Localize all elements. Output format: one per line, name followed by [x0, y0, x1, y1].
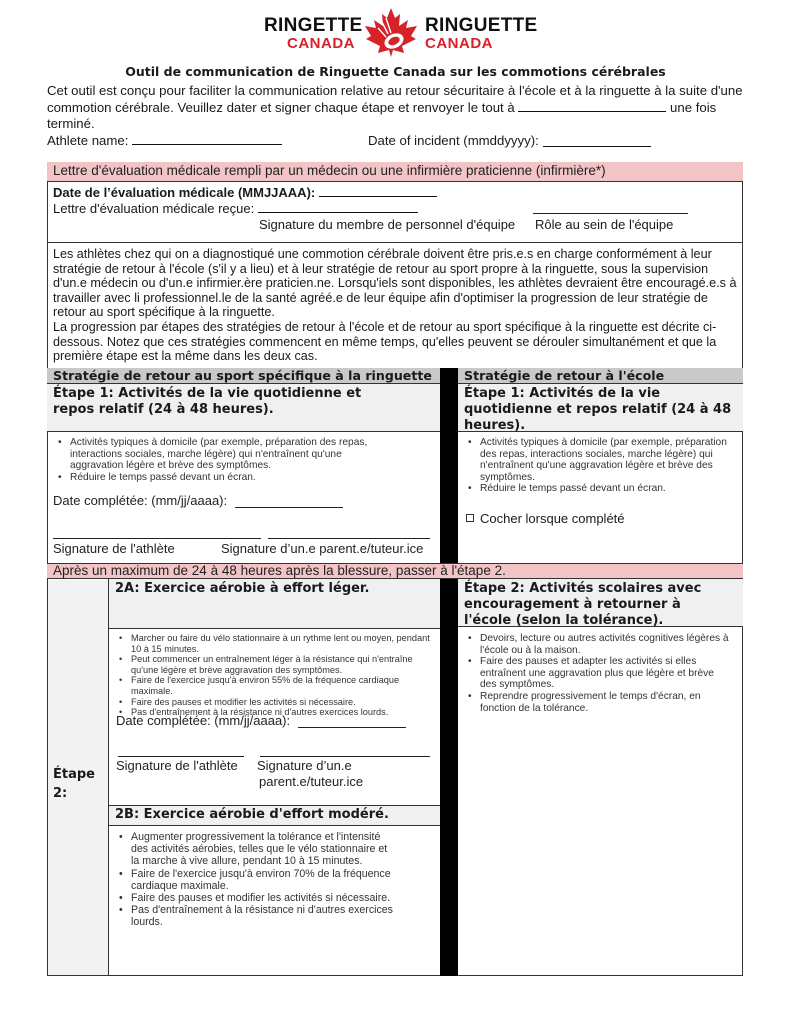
date-of-incident-field[interactable] — [543, 135, 651, 147]
list-item: • Réduire le temps passé devant un écran. — [466, 483, 736, 495]
staff-signature-field[interactable] — [258, 201, 418, 213]
logo-text-canada-left: CANADA — [287, 35, 355, 52]
ringette-canada-logo — [0, 6, 791, 56]
sport-stage1-bullets — [56, 437, 396, 483]
stage2a-date-label: Date complétée: (mm/jj/aaaa): — [116, 713, 291, 728]
list-item: • Peut commencer un entraînement léger à la résistance qui n'entraîne qu'une légère et brève aggravation des symptômes. — [117, 654, 435, 675]
stage2b-title-text: 2B: Exercice aérobie d'effort modéré. — [115, 807, 389, 822]
sport-stage1-title-text: Étape 1: Activités de la vie quotidienne et repos relatif (24 à 48 heures). — [53, 386, 362, 417]
medical-date-field[interactable] — [319, 185, 437, 197]
stage2a-parent-signature-label-1: Signature d’un.e — [257, 758, 352, 773]
list-item: • Faire des pauses et modifier les activités si nécessaire. — [117, 697, 435, 708]
stage2a-athlete-signature-label: Signature de l'athlète — [116, 758, 238, 773]
athlete-info-row — [47, 133, 747, 148]
sport-stage1-title — [47, 384, 440, 432]
intro-text-part1: Cet outil est conçu pour faciliter la communication relative au retour sécuritaire à l'école et à la ringuette à la suite d'une commotion cérébrale. Veuillez dater et signer chaque étape et renvoyer le tout à — [47, 83, 743, 115]
school-stage1-checkbox-label: Cocher lorsque complété — [480, 511, 625, 526]
list-item: • Marcher ou faire du vélo stationnaire à un rythme lent ou moyen, pendant 10 à 15 minutes. — [117, 633, 435, 654]
checkbox-icon[interactable] — [466, 514, 474, 522]
medical-date-label: Date de l’évaluation médicale (MMJJAAA): — [53, 185, 316, 200]
medical-evaluation-header: Lettre d'évaluation médicale rempli par un médecin ou une infirmière praticienne (infirmière*) — [47, 162, 743, 182]
letter-received-label: Lettre d'évaluation médicale reçue: — [53, 201, 255, 216]
stage2a-title-text: 2A: Exercice aérobie à effort léger. — [115, 581, 370, 596]
athlete-name-field[interactable] — [132, 133, 282, 145]
list-item: • Reprendre progressivement le temps d'écran, en fonction de la tolérance. — [466, 691, 731, 714]
list-item: • Augmenter progressivement la tolérance et l'intensité des activités aérobies, telles que le vélo stationnaire et la marche à vive allure, pendant 10 à 15 minutes. — [117, 831, 397, 868]
info-paragraph-2: La progression par étapes des stratégies de retour à l'école et de retour au sport spécifique à la ringuette est décrite ci-dessous. Notez que ces stratégies commencent en même temps, qu'elles peuvent se dérouler simultanément et que la première étape est la même dans les deux cas. — [53, 319, 717, 364]
column-separator — [440, 368, 458, 563]
school-stage2-title-text: Étape 2: Activités scolaires avec encouragement à retourner à l'école (selon la tolérance). — [464, 581, 702, 628]
sport-stage1-athlete-signature-label: Signature de l'athlète — [53, 541, 175, 556]
maple-leaf-ringette-ring-icon — [360, 6, 422, 58]
sport-stage1-athlete-signature-field[interactable] — [53, 538, 261, 539]
info-paragraph — [53, 247, 743, 364]
date-of-incident-label: Date of incident (mmddyyyy): — [368, 133, 539, 148]
stage2a-bullets — [117, 633, 435, 718]
logo-text-ringette: RINGETTE — [264, 15, 363, 36]
stage2b-bullets — [117, 831, 397, 929]
intro-text — [47, 83, 747, 133]
list-item: • Réduire le temps passé devant un écran. — [56, 472, 396, 484]
transition-band: Après un maximum de 24 à 48 heures après la blessure, passer à l'étape 2. — [47, 563, 743, 579]
logo-text-ringuette: RINGUETTE — [425, 15, 538, 36]
school-stage1-title — [458, 384, 743, 432]
athlete-name-label: Athlete name: — [47, 133, 129, 148]
stage2a-athlete-signature-field[interactable] — [118, 756, 244, 757]
intro-text-part2: une fois terminé. — [47, 99, 717, 131]
stage2a-parent-signature-field[interactable] — [260, 756, 430, 757]
stage2-side-label: Étape 2: — [53, 767, 95, 801]
list-item: • Faire de l'exercice jusqu'à environ 70% de la fréquence cardiaque maximale. — [117, 868, 397, 892]
staff-signature-label: Signature du membre de personnel d'équipe — [259, 217, 516, 232]
team-role-field[interactable] — [533, 213, 688, 214]
list-item: • Devoirs, lecture ou autres activités cognitives légères à l'école ou à la maison. — [466, 633, 731, 656]
stage2a-date-field[interactable] — [298, 727, 406, 728]
list-item: • Pas d'entraînement à la résistance ni d'autres exercices lourds. — [117, 904, 397, 928]
list-item: • Faire des pauses et adapter les activités si elles entraînent une aggravation plus que légère et brève des symptômes. — [466, 656, 731, 691]
list-item: • Activités typiques à domicile (par exemple, préparation des repas, interactions sociales, marche légère) qui n'entraînent qu'une aggravation légère et brève des symptômes. — [56, 437, 396, 472]
team-role-label: Rôle au sein de l'équipe — [535, 217, 674, 232]
return-to-field[interactable] — [518, 100, 666, 112]
list-item: • Pas d'entraînement à la résistance ni d'autres exercices lourds. — [117, 707, 435, 718]
stage2a-parent-signature-label-2: parent.e/tuteur.ice — [259, 774, 364, 789]
school-stage2-bullets — [466, 633, 731, 714]
sport-stage1-date-label: Date complétée: (mm/jj/aaaa): — [53, 493, 228, 508]
school-stage1-checkbox-row[interactable] — [466, 511, 625, 526]
column-separator — [440, 579, 458, 976]
sport-strategy-header: Stratégie de retour au sport spécifique à la ringuette — [47, 368, 440, 384]
stage2b-title — [109, 805, 440, 826]
document-title: Outil de communication de Ringuette Canada sur les commotions cérébrales — [125, 64, 666, 79]
info-paragraph-1: Les athlètes chez qui on a diagnostiqué une commotion cérébrale doivent être pris.e.s en charge conformément à leur stratégie de retour à l'école (s'il y a lieu) et à leur stratégie de retour au sport propre à la ringuette, sous la supervision d'un.e médecin ou d'un.e infirmier.ère praticien.ne. Lorsqu'iels sont disponibles, les athlètes devraient être encouragé.e.s à travailler avec li professionnel.le de la santé agréé.e de leur équipe afin d'optimiser la progression de leur stratégie de retour au sport spécifique à la ringuette. — [53, 247, 737, 320]
school-stage1-bullets — [466, 437, 736, 495]
list-item: • Activités typiques à domicile (par exemple, préparation des repas, interactions sociales, marche légère) qui n'entraînent qu'une aggravation légère et brève des symptômes. — [466, 437, 736, 483]
stage2a-title — [109, 579, 440, 629]
list-item: • Faire des pauses et modifier les activités si nécessaire. — [117, 892, 397, 904]
divider — [47, 242, 743, 243]
list-item: • Faire de l'exercice jusqu'à environ 55% de la fréquence cardiaque maximale. — [117, 675, 435, 696]
sport-stage1-parent-signature-field[interactable] — [268, 538, 430, 539]
divider — [108, 579, 109, 976]
sport-stage1-date-field[interactable] — [235, 507, 343, 508]
school-strategy-header: Stratégie de retour à l'école — [458, 368, 743, 384]
sport-stage1-parent-signature-label: Signature d’un.e parent.e/tuteur.ice — [221, 541, 424, 556]
school-stage2-title — [458, 579, 743, 627]
school-stage1-title-text: Étape 1: Activités de la vie quotidienne et repos relatif (24 à 48 heures). — [464, 386, 732, 433]
logo-text-canada-right: CANADA — [425, 35, 493, 52]
